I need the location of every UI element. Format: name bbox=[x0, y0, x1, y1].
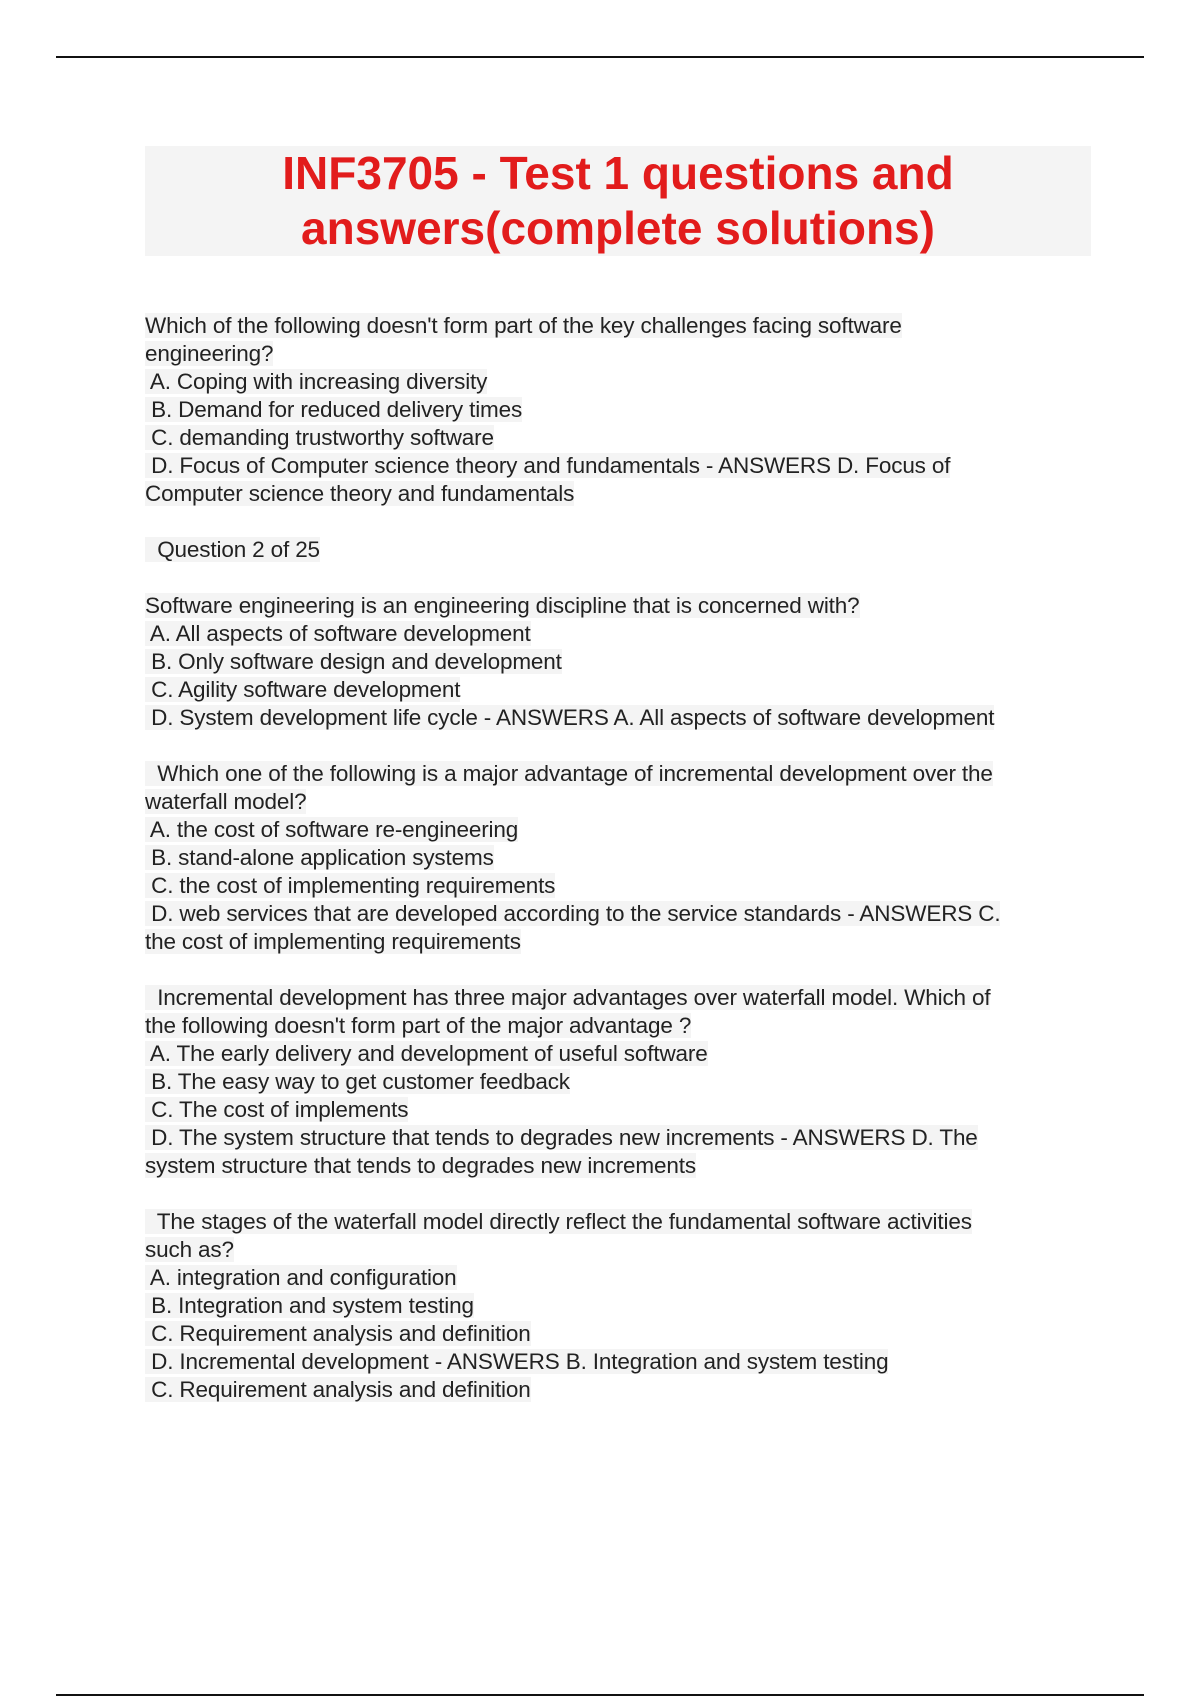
text-line: B. The easy way to get customer feedback bbox=[145, 1069, 570, 1094]
text-line: C. the cost of implementing requirements bbox=[145, 873, 556, 898]
top-rule bbox=[56, 56, 1144, 58]
text-line: C. demanding trustworthy software bbox=[145, 425, 494, 450]
question-block-2 bbox=[145, 592, 1085, 732]
text-line: A. Coping with increasing diversity bbox=[145, 369, 488, 394]
question-block-5 bbox=[145, 1208, 1085, 1404]
question-list bbox=[145, 312, 1085, 1404]
text-line: B. Only software design and development bbox=[145, 649, 562, 674]
text-line: Which of the following doesn't form part of the key challenges facing software bbox=[145, 313, 902, 338]
text-line: C. Requirement analysis and definition bbox=[145, 1321, 531, 1346]
text-line: waterfall model? bbox=[145, 789, 307, 814]
text-line: Incremental development has three major advantages over waterfall model. Which of bbox=[145, 985, 991, 1010]
text-line: engineering? bbox=[145, 341, 274, 366]
text-line: C. The cost of implements bbox=[145, 1097, 409, 1122]
bottom-rule bbox=[56, 1694, 1144, 1696]
text-line: Software engineering is an engineering discipline that is concerned with? bbox=[145, 593, 860, 618]
document-title bbox=[145, 146, 1091, 256]
question-block-3 bbox=[145, 760, 1085, 956]
text-line: D. Focus of Computer science theory and fundamentals - ANSWERS D. Focus of bbox=[145, 453, 951, 478]
text-line: A. All aspects of software development bbox=[145, 621, 531, 646]
text-line: the cost of implementing requirements bbox=[145, 929, 521, 954]
text-line: the following doesn't form part of the major advantage ? bbox=[145, 1013, 692, 1038]
text-line: The stages of the waterfall model directly reflect the fundamental software activities bbox=[145, 1209, 972, 1234]
text-line: D. Incremental development - ANSWERS B. Integration and system testing bbox=[145, 1349, 889, 1374]
text-line: A. integration and configuration bbox=[145, 1265, 457, 1290]
text-line: system structure that tends to degrades new increments bbox=[145, 1153, 696, 1178]
question-block-4 bbox=[145, 984, 1085, 1180]
text-line: Question 2 of 25 bbox=[145, 537, 320, 562]
question-block-1 bbox=[145, 312, 1085, 508]
text-line: B. stand-alone application systems bbox=[145, 845, 494, 870]
text-line: D. The system structure that tends to degrades new increments - ANSWERS D. The bbox=[145, 1125, 978, 1150]
text-line: C. Agility software development bbox=[145, 677, 461, 702]
text-line: B. Demand for reduced delivery times bbox=[145, 397, 523, 422]
title-line-2: answers(complete solutions) bbox=[301, 202, 935, 254]
text-line: Computer science theory and fundamentals bbox=[145, 481, 575, 506]
text-line: B. Integration and system testing bbox=[145, 1293, 474, 1318]
text-line: D. System development life cycle - ANSWERS A. All aspects of software development bbox=[145, 705, 995, 730]
text-line: D. web services that are developed according to the service standards - ANSWERS C. bbox=[145, 901, 1001, 926]
question-counter bbox=[145, 536, 1085, 564]
text-line: such as? bbox=[145, 1237, 234, 1262]
text-line: C. Requirement analysis and definition bbox=[145, 1377, 531, 1402]
text-line: Which one of the following is a major advantage of incremental development over the bbox=[145, 761, 993, 786]
text-line: A. The early delivery and development of useful software bbox=[145, 1041, 708, 1066]
title-line-1: INF3705 - Test 1 questions and bbox=[282, 147, 954, 199]
text-line: A. the cost of software re-engineering bbox=[145, 817, 519, 842]
